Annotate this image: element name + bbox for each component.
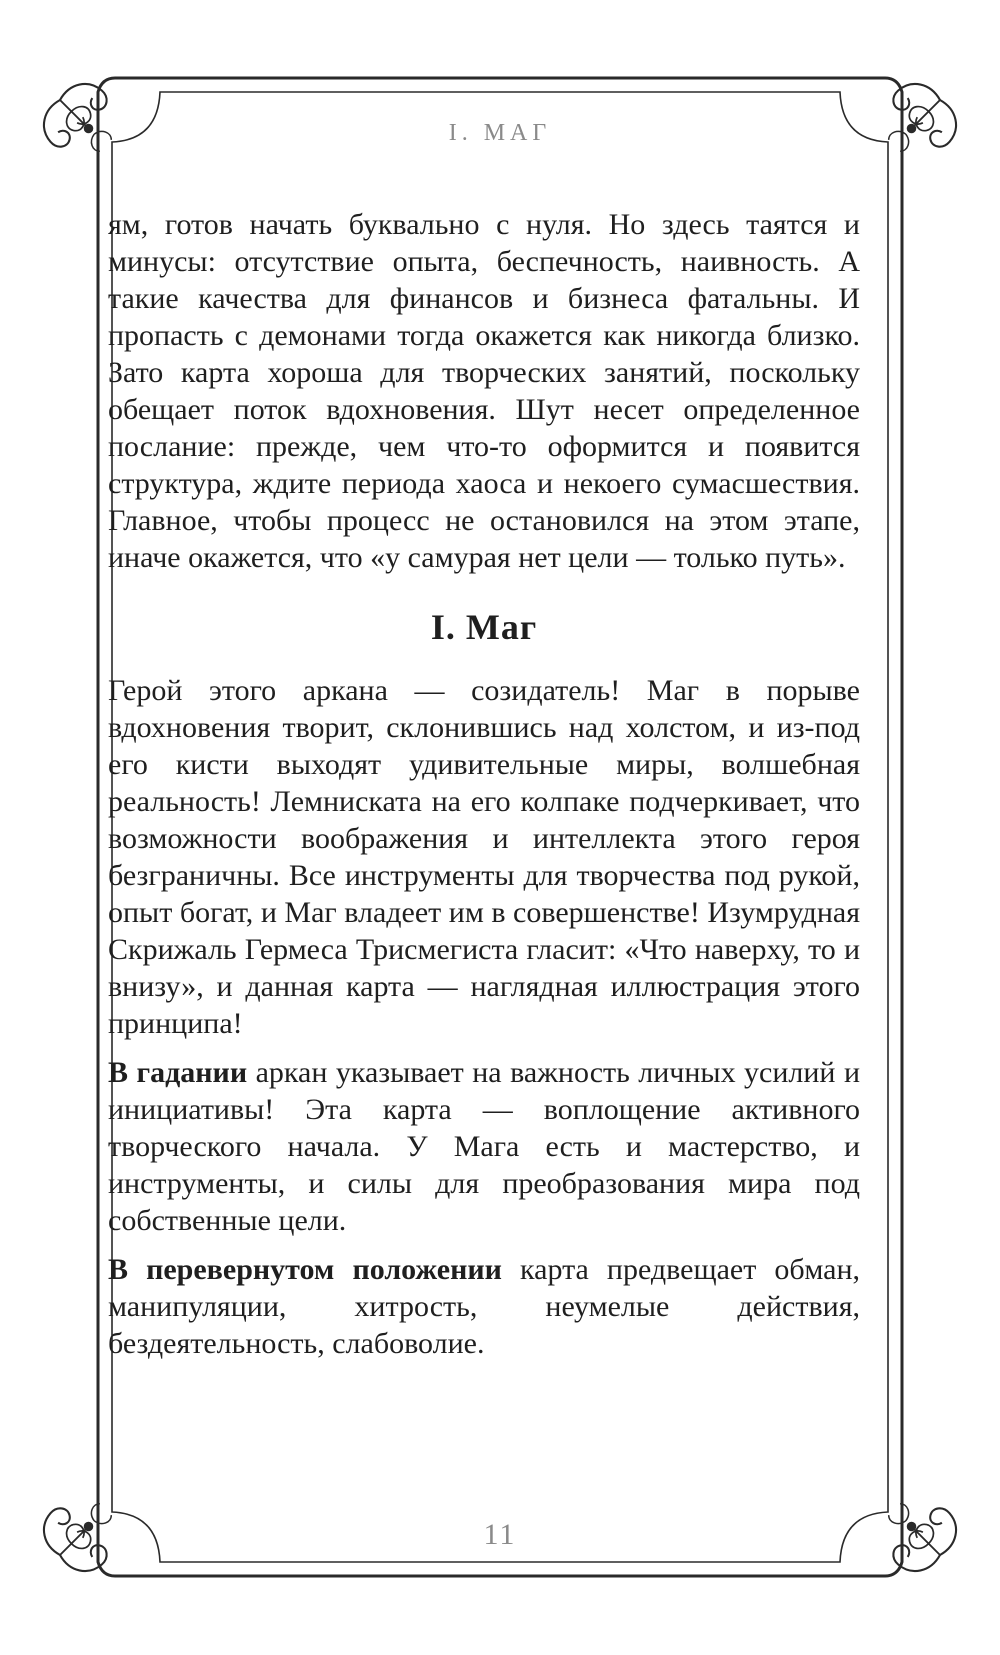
section-title: I. Маг xyxy=(430,607,538,647)
continuation-paragraph: ям, готов начать буквально с нуля. Но здесь таятся и минусы: отсутствие опыта, беспечность, наивность. А такие качества для финансов и бизнеса фатальны. И пропасть с демонами тогда окажется как никогда близко. Зато карта хороша для творческих занятий, поскольку обещает поток вдохновения. Шут несет определенное послание: прежде, чем что-то оформится и появится структура, ждите периода хаоса и некоего сумасшествия. Главное, чтобы процесс не остановился на этом этапе, иначе окажется, что «у самурая нет цели — только путь». xyxy=(108,208,860,574)
divination-text: аркан указывает на важность личных усилий и инициативы! Эта карта — воплощение активного творческого начала. У Мага есть и мастерство, и инструменты, и силы для преобразования мира под собственные цели. xyxy=(108,1056,860,1237)
reversed-paragraph xyxy=(108,1251,860,1362)
page-number: 11 xyxy=(483,1518,517,1551)
reversed-label: В перевернутом положении xyxy=(108,1253,502,1286)
page-body xyxy=(108,206,860,1362)
divination-label: В гадании xyxy=(108,1056,248,1089)
divination-paragraph xyxy=(108,1054,860,1239)
reversed-text: карта предвещает обман, манипуляции, хитрость, неумелые действия, бездеятельность, слабоволие. xyxy=(108,1253,860,1360)
intro-paragraph: Герой этого аркана — созидатель! Маг в порыве вдохновения творит, склонившись над холстом, и из-под его кисти выходят удивительные миры, волшебная реальность! Лемниската на его колпаке подчеркивает, что возможности воображения и интеллекта этого героя безграничны. Все инструменты для творчества под рукой, опыт богат, и Маг владеет им в совершенстве! Изумрудная Скрижаль Гермеса Трисмегиста гласит: «Что наверху, то и внизу», и данная карта — наглядная иллюстрация этого принципа! xyxy=(108,674,860,1040)
running-head: I. МАГ xyxy=(448,120,552,146)
